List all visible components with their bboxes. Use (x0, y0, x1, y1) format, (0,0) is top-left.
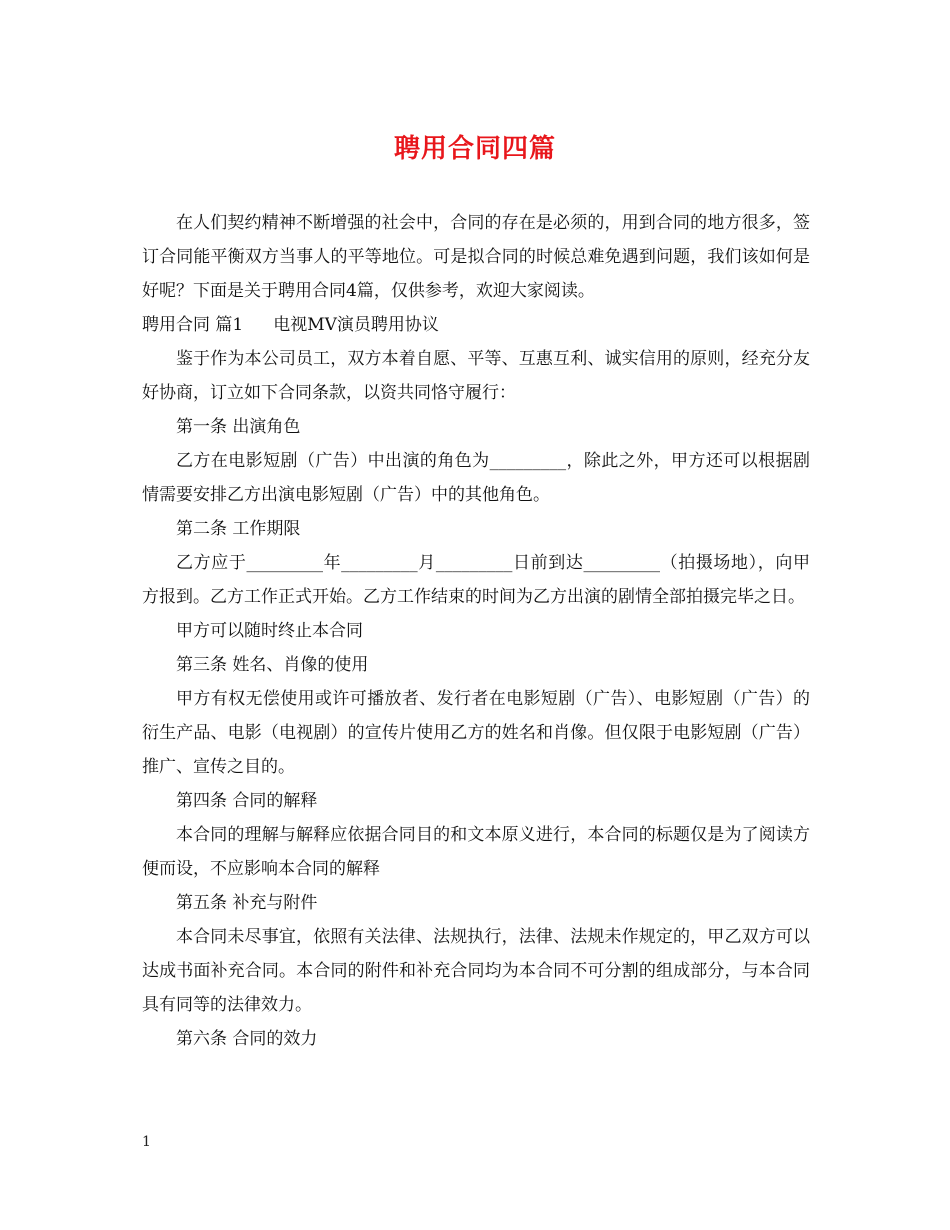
section-title: 电视MV演员聘用协议 (273, 315, 439, 335)
document-body (142, 206, 810, 1056)
article-paragraph: 本合同未尽事宜，依照有关法律、法规执行，法律、法规未作规定的，甲乙双方可以达成书面补充合同。本合同的附件和补充合同均为本合同不可分割的组成部分，与本合同具有同等的法律效力。 (142, 927, 810, 1015)
article-paragraph: 乙方应于_________年_________月_________日前到达_________（拍摄场地），向甲方报到。乙方工作正式开始。乙方工作结束的时间为乙方出演的剧情全部拍摄完毕之日。 (142, 553, 810, 607)
page-number: 1 (142, 1134, 151, 1150)
intro-paragraph: 在人们契约精神不断增强的社会中，合同的存在是必须的，用到合同的地方很多，签订合同能平衡双方当事人的平等地位。可是拟合同的时候总难免遇到问题，我们该如何是好呢？下面是关于聘用合同4篇，仅供参考，欢迎大家阅读。 (142, 213, 810, 301)
article-paragraph: 本合同的理解与解释应依据合同目的和文本原义进行，本合同的标题仅是为了阅读方便而设，不应影响本合同的解释 (142, 825, 810, 879)
article-paragraph: 甲方有权无偿使用或许可播放者、发行者在电影短剧（广告）、电影短剧（广告）的衍生产品、电影（电视剧）的宣传片使用乙方的姓名和肖像。但仅限于电影短剧（广告）推广、宣传之目的。 (142, 689, 810, 777)
article-heading: 第四条 合同的解释 (176, 791, 318, 811)
article-heading: 第二条 工作期限 (176, 519, 301, 539)
section-heading (142, 308, 810, 342)
article-heading: 第三条 姓名、肖像的使用 (176, 655, 369, 675)
article-paragraph: 甲方可以随时终止本合同 (176, 621, 363, 641)
preamble-paragraph: 鉴于作为本公司员工，双方本着自愿、平等、互惠互利、诚实信用的原则，经充分友好协商，订立如下合同条款，以资共同恪守履行： (142, 349, 810, 403)
article-heading: 第六条 合同的效力 (176, 1029, 318, 1049)
article-heading: 第五条 补充与附件 (176, 893, 318, 913)
document-title: 聘用合同四篇 (393, 134, 556, 164)
article-paragraph: 乙方在电影短剧（广告）中出演的角色为_________，除此之外，甲方还可以根据剧情需要安排乙方出演电影短剧（广告）中的其他角色。 (142, 451, 810, 505)
section-label: 聘用合同 篇1 (142, 315, 244, 335)
article-heading: 第一条 出演角色 (176, 417, 301, 437)
